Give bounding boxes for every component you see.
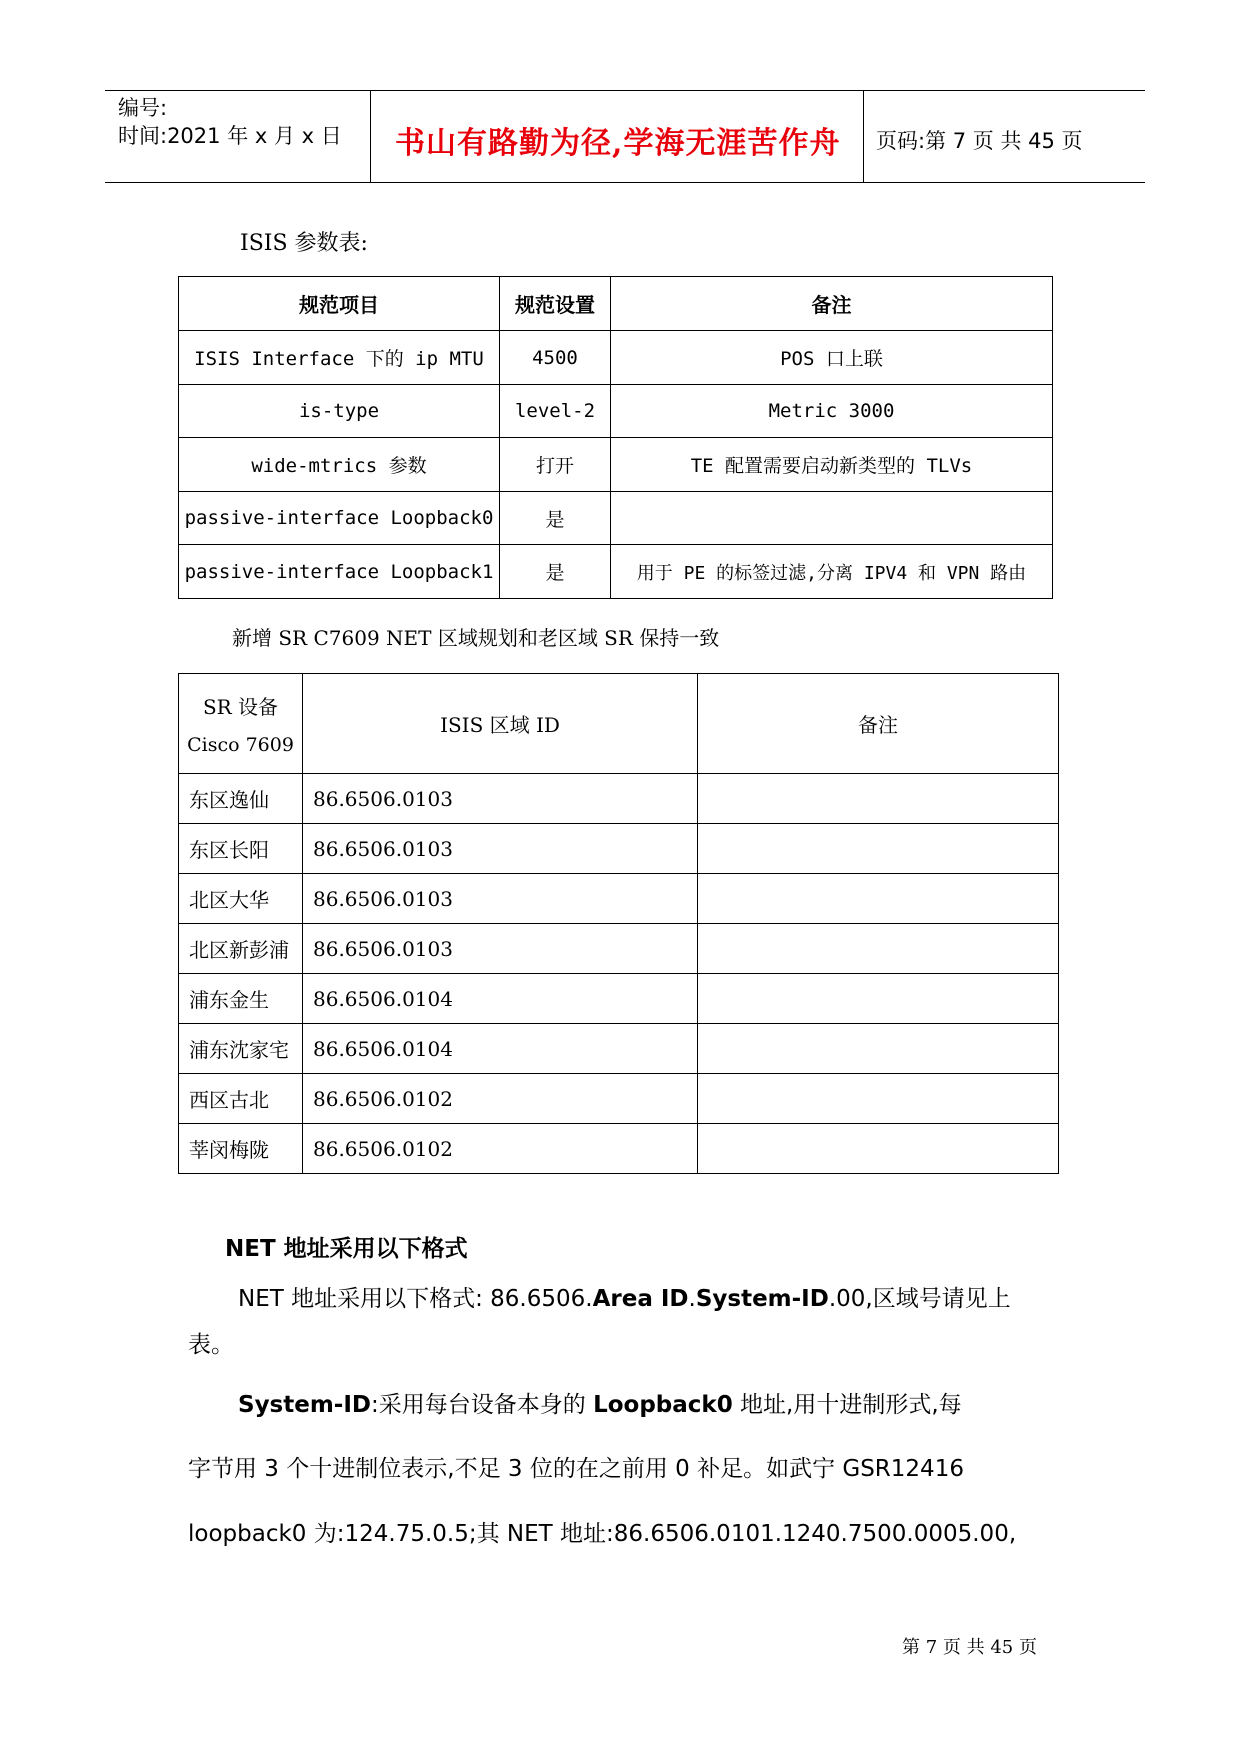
cell-device: 莘闵梅陇 [179,1124,303,1174]
cell-item: passive-interface Loopback0 [179,492,500,545]
sysid-label: System-ID [238,1392,372,1418]
sr-header-device-line1: SR 设备 [202,695,279,719]
header-top-rule [105,90,1145,91]
sr-header-device-line2: Cisco 7609 [187,734,294,756]
cell-area: 86.6506.0103 [303,774,698,824]
sr-table [178,673,1059,1174]
isis-header-setting: 规范设置 [500,277,611,331]
cell-note [698,874,1059,924]
isis-table [178,276,1053,599]
time-label: 时间:2021 年 x 月 x 日 [118,124,342,148]
cell-note [698,1024,1059,1074]
page-footer: 第 7 页 共 45 页 [902,1637,1037,1658]
cell-area: 86.6506.0103 [303,824,698,874]
cell-setting: 是 [500,492,611,545]
cell-note [611,492,1053,545]
isis-header-item: 规范项目 [179,277,500,331]
cell-device: 西区古北 [179,1074,303,1124]
net-heading: NET 地址采用以下格式 [225,1236,468,1262]
cell-setting: 4500 [500,331,611,385]
isis-header-note: 备注 [611,277,1053,331]
table-row [179,492,1053,545]
table-row [179,924,1059,974]
net-p1-prefix: NET 地址采用以下格式: 86.6506. [238,1286,593,1312]
net-paragraph-line1 [238,1280,1011,1313]
sr-header-area: ISIS 区域 ID [303,674,698,774]
table-row [179,545,1053,599]
net-p1-sys: System-ID [695,1286,829,1312]
cell-device: 北区新彭浦 [179,924,303,974]
cell-item: ISIS Interface 下的 ip MTU [179,331,500,385]
cell-area: 86.6506.0102 [303,1124,698,1174]
cell-note [698,1124,1059,1174]
section-title: ISIS 参数表: [240,231,368,256]
cell-note [698,774,1059,824]
net-p1-suffix: .00,区域号请见上 [828,1286,1011,1312]
sr-header-device [179,674,303,774]
page-label: 页码:第 7 页 共 45 页 [876,129,1083,153]
cell-area: 86.6506.0102 [303,1074,698,1124]
cell-device: 东区逸仙 [179,774,303,824]
cell-area: 86.6506.0103 [303,924,698,974]
sysid-text1: :采用每台设备本身的 [371,1392,594,1418]
sysid-text2: 地址,用十进制形式,每 [732,1392,962,1418]
table-row [179,385,1053,438]
table-row [179,331,1053,385]
cell-device: 北区大华 [179,874,303,924]
cell-device: 浦东金生 [179,974,303,1024]
serial-label: 编号: [118,96,168,120]
header-bottom-rule [105,182,1145,183]
cell-device: 浦东沈家宅 [179,1024,303,1074]
sr-header-note: 备注 [698,674,1059,774]
cell-area: 86.6506.0103 [303,874,698,924]
table-row [179,774,1059,824]
cell-note [698,974,1059,1024]
sysid-paragraph-line2: 字节用 3 个十进制位表示,不足 3 位的在之前用 0 补足。如武宁 GSR12416 [188,1456,964,1482]
cell-setting: 是 [500,545,611,599]
net-p1-area: Area ID [592,1286,689,1312]
table-row [179,1124,1059,1174]
cell-note: TE 配置需要启动新类型的 TLVs [611,438,1053,492]
motto: 书山有路勤为径,学海无涯苦作舟 [395,126,841,161]
sr-note: 新增 SR C7609 NET 区域规划和老区域 SR 保持一致 [232,626,720,650]
cell-item: wide-mtrics 参数 [179,438,500,492]
cell-note: Metric 3000 [611,385,1053,438]
cell-item: passive-interface Loopback1 [179,545,500,599]
table-row [179,874,1059,924]
cell-note [698,1074,1059,1124]
cell-note [698,824,1059,874]
cell-item: is-type [179,385,500,438]
cell-setting: 打开 [500,438,611,492]
cell-device: 东区长阳 [179,824,303,874]
net-paragraph-line2: 表。 [188,1332,234,1358]
sysid-loopback: Loopback0 [593,1392,733,1418]
table-row [179,824,1059,874]
cell-note [698,924,1059,974]
cell-area: 86.6506.0104 [303,1024,698,1074]
cell-note: 用于 PE 的标签过滤,分离 IPV4 和 VPN 路由 [611,545,1053,599]
header-divider-right [863,90,864,182]
cell-note: POS 口上联 [611,331,1053,385]
table-row [179,438,1053,492]
sysid-paragraph-line3: loopback0 为:124.75.0.5;其 NET 地址:86.6506.0101.1240.7500.0005.00, [188,1521,1017,1547]
cell-setting: level-2 [500,385,611,438]
table-row [179,1024,1059,1074]
table-row [179,1074,1059,1124]
header-divider-left [370,90,371,182]
sysid-paragraph-line1 [238,1386,962,1419]
table-row [179,974,1059,1024]
cell-area: 86.6506.0104 [303,974,698,1024]
net-p1-dot: . [688,1286,696,1312]
